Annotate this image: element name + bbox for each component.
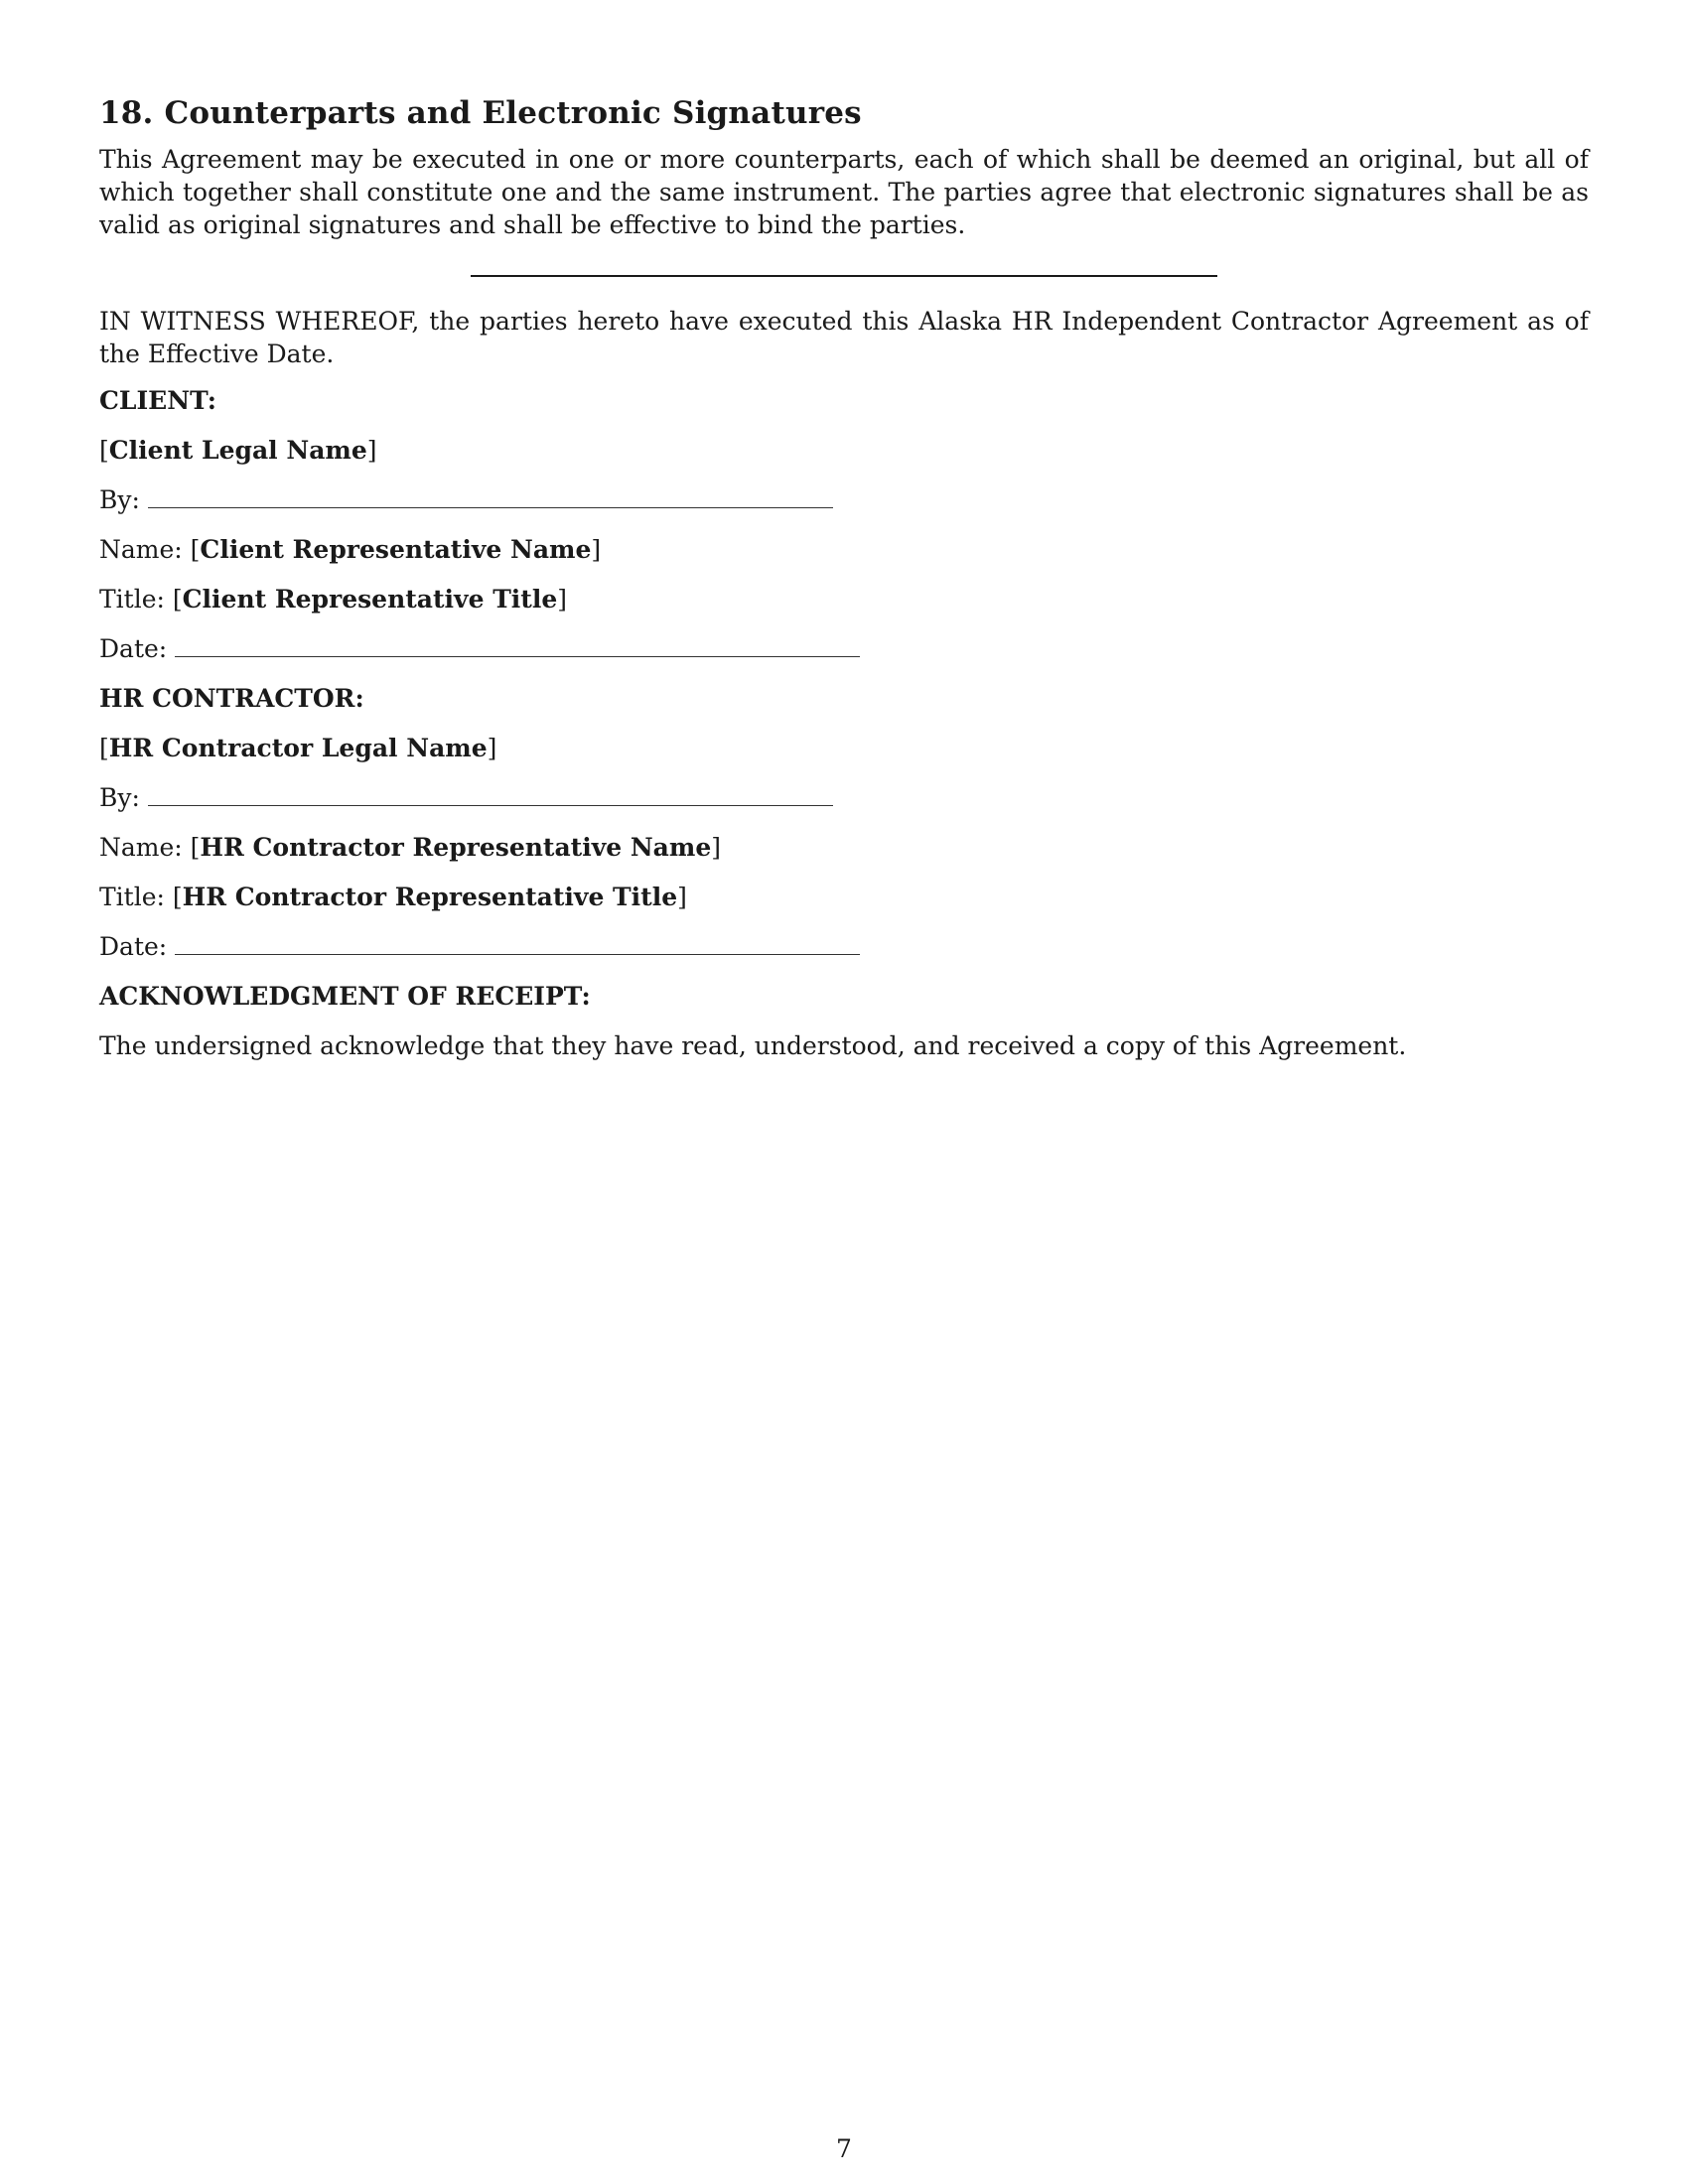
client-heading: CLIENT: [99,386,217,415]
contractor-date-line [99,930,1589,963]
horizontal-rule [471,275,1217,277]
contractor-name-label: Name: [99,833,183,862]
contractor-name-value: HR Contractor Representative Name [200,833,712,862]
contractor-date-label: Date: [99,932,168,961]
acknowledgment-heading: ACKNOWLEDGMENT OF RECEIPT: [99,982,591,1011]
client-legal-name-value: Client Legal Name [108,436,367,465]
page-number: 7 [836,2134,852,2163]
contractor-title-line: Title: [HR Contractor Representative Title] [99,883,687,911]
client-signature-field[interactable] [148,483,833,508]
contractor-legal-name-value: HR Contractor Legal Name [108,734,488,762]
contractor-by-label: By: [99,783,140,812]
client-title-label: Title: [99,585,165,614]
section-heading: 18. Counterparts and Electronic Signatures [99,95,862,131]
client-by-label: By: [99,485,140,514]
client-legal-name: [Client Legal Name] [99,436,377,465]
client-by-line [99,483,1589,516]
acknowledgment-body: The undersigned acknowledge that they have read, understood, and received a copy of this Agreement. [99,1031,1407,1060]
contractor-legal-name: [HR Contractor Legal Name] [99,734,497,762]
contractor-name-line: Name: [HR Contractor Representative Name] [99,833,722,862]
client-date-field[interactable] [175,632,860,657]
contractor-signature-field[interactable] [148,781,833,806]
contractor-title-value: HR Contractor Representative Title [182,883,678,911]
client-name-label: Name: [99,535,183,564]
client-name-line: Name: [Client Representative Name] [99,535,602,564]
witness-statement: IN WITNESS WHEREOF, the parties hereto have executed this Alaska HR Independent Contractor Agreement as of the Effective Date. [99,307,1589,368]
document-page [99,95,1589,1079]
client-title-value: Client Representative Title [182,585,558,614]
contractor-by-line [99,781,1589,814]
client-date-line [99,632,1589,665]
section-body: This Agreement may be executed in one or more counterparts, each of which shall be deemed an original, but all of which together shall constitute one and the same instrument. The parties agree that electronic signatures shall be as valid as original signatures and shall be effective to bind the parties. [99,145,1589,239]
contractor-date-field[interactable] [175,930,860,955]
contractor-heading: HR CONTRACTOR: [99,684,364,713]
contractor-title-label: Title: [99,883,165,911]
client-date-label: Date: [99,634,168,663]
client-title-line: Title: [Client Representative Title] [99,585,568,614]
client-name-value: Client Representative Name [200,535,592,564]
